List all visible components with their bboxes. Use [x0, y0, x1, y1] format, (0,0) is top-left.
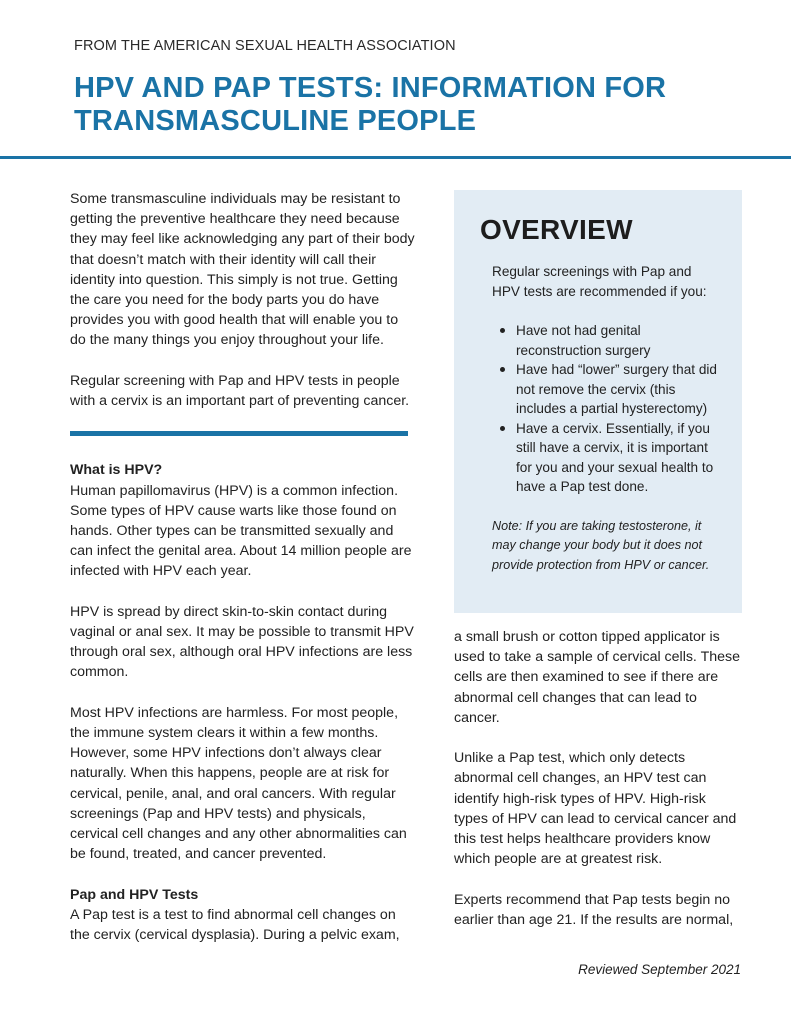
overview-list-item	[492, 321, 718, 360]
overview-item-text: Have a cervix. Essentially, if you still have a cervix, it is important for you and your sexual health to have a Pap test done.	[516, 420, 714, 494]
bullet-icon	[500, 367, 505, 372]
right-paragraph-2: Unlike a Pap test, which only detects abnormal cell changes, an HPV test can identify high-risk types of HPV. High-risk types of HPV can lead to cervical cancer and this test helps healthcare providers know which people are at greatest risk.	[454, 750, 737, 868]
what-is-hpv-paragraph-3: Most HPV infections are harmless. For most people, the immune system clears it within a few months. However, some HPV infections don’t always clear naturally. When this happens, people are at risk for cervical, penile, anal, and oral cancers. With regular screenings (Pap and HPV tests) and physicals, cervical cell changes and any other abnormalities can be found, treated, and cancer prevented.	[70, 704, 407, 863]
reviewed-date: Reviewed September 2021	[578, 962, 741, 977]
bullet-icon	[500, 426, 505, 431]
overview-item-text: Have had “lower” surgery that did not remove the cervix (this includes a partial hysterectomy)	[516, 362, 717, 416]
overview-box	[454, 190, 742, 613]
overview-list-item	[492, 419, 718, 497]
page-title: HPV AND PAP TESTS: INFORMATION FOR TRANSMASCULINE PEOPLE	[74, 72, 667, 137]
intro-paragraph-2: Regular screening with Pap and HPV tests in people with a cervix is an important part of preventing cancer.	[70, 372, 410, 410]
right-paragraph-3: Experts recommend that Pap tests begin no earlier than age 21. If the results are normal,	[454, 891, 734, 928]
header-rule	[0, 156, 791, 159]
overview-intro: Regular screenings with Pap and HPV tests are recommended if you:	[492, 264, 707, 299]
overview-note: Note: If you are taking testosterone, it may change your body but it does not provide protection from HPV or cancer.	[492, 518, 710, 572]
overview-item-text: Have not had genital reconstruction surgery	[516, 323, 651, 358]
intro-paragraph-1: Some transmasculine individuals may be resistant to getting the preventive healthcare they need because they may feel like acknowledging any part of their body that doesn’t match with their identity will call their identity into question. This simply is not true. Getting the care you need for the body parts you do have provides you with good health that will enable you to do the many things you enjoy throughout your life.	[70, 191, 415, 349]
bullet-icon	[500, 328, 505, 333]
source-line: FROM THE AMERICAN SEXUAL HEALTH ASSOCIATION	[74, 38, 456, 54]
left-column	[70, 189, 415, 965]
right-column	[454, 627, 742, 950]
pap-hpv-tests-paragraph-1: A Pap test is a test to find abnormal cell changes on the cervix (cervical dysplasia). During a pelvic exam,	[70, 906, 400, 944]
right-paragraph-1: a small brush or cotton tipped applicator is used to take a sample of cervical cells. These cells are then examined to see if there are abnormal cell changes that can lead to cancer.	[454, 629, 740, 726]
section-divider	[70, 431, 408, 436]
overview-list	[480, 321, 718, 497]
what-is-hpv-paragraph-1: Human papillomavirus (HPV) is a common infection. Some types of HPV cause warts like those found on hands. Other types can be transmitted sexually and can infect the genital area. About 14 million people are infected with HPV each year.	[70, 482, 412, 580]
overview-list-item	[492, 360, 718, 419]
overview-heading: OVERVIEW	[480, 214, 633, 245]
what-is-hpv-paragraph-2: HPV is spread by direct skin-to-skin contact during vaginal or anal sex. It may be possible to transmit HPV through oral sex, although oral HPV infections are less common.	[70, 603, 414, 681]
what-is-hpv-heading: What is HPV?	[70, 462, 163, 479]
pap-hpv-tests-heading: Pap and HPV Tests	[70, 886, 199, 903]
